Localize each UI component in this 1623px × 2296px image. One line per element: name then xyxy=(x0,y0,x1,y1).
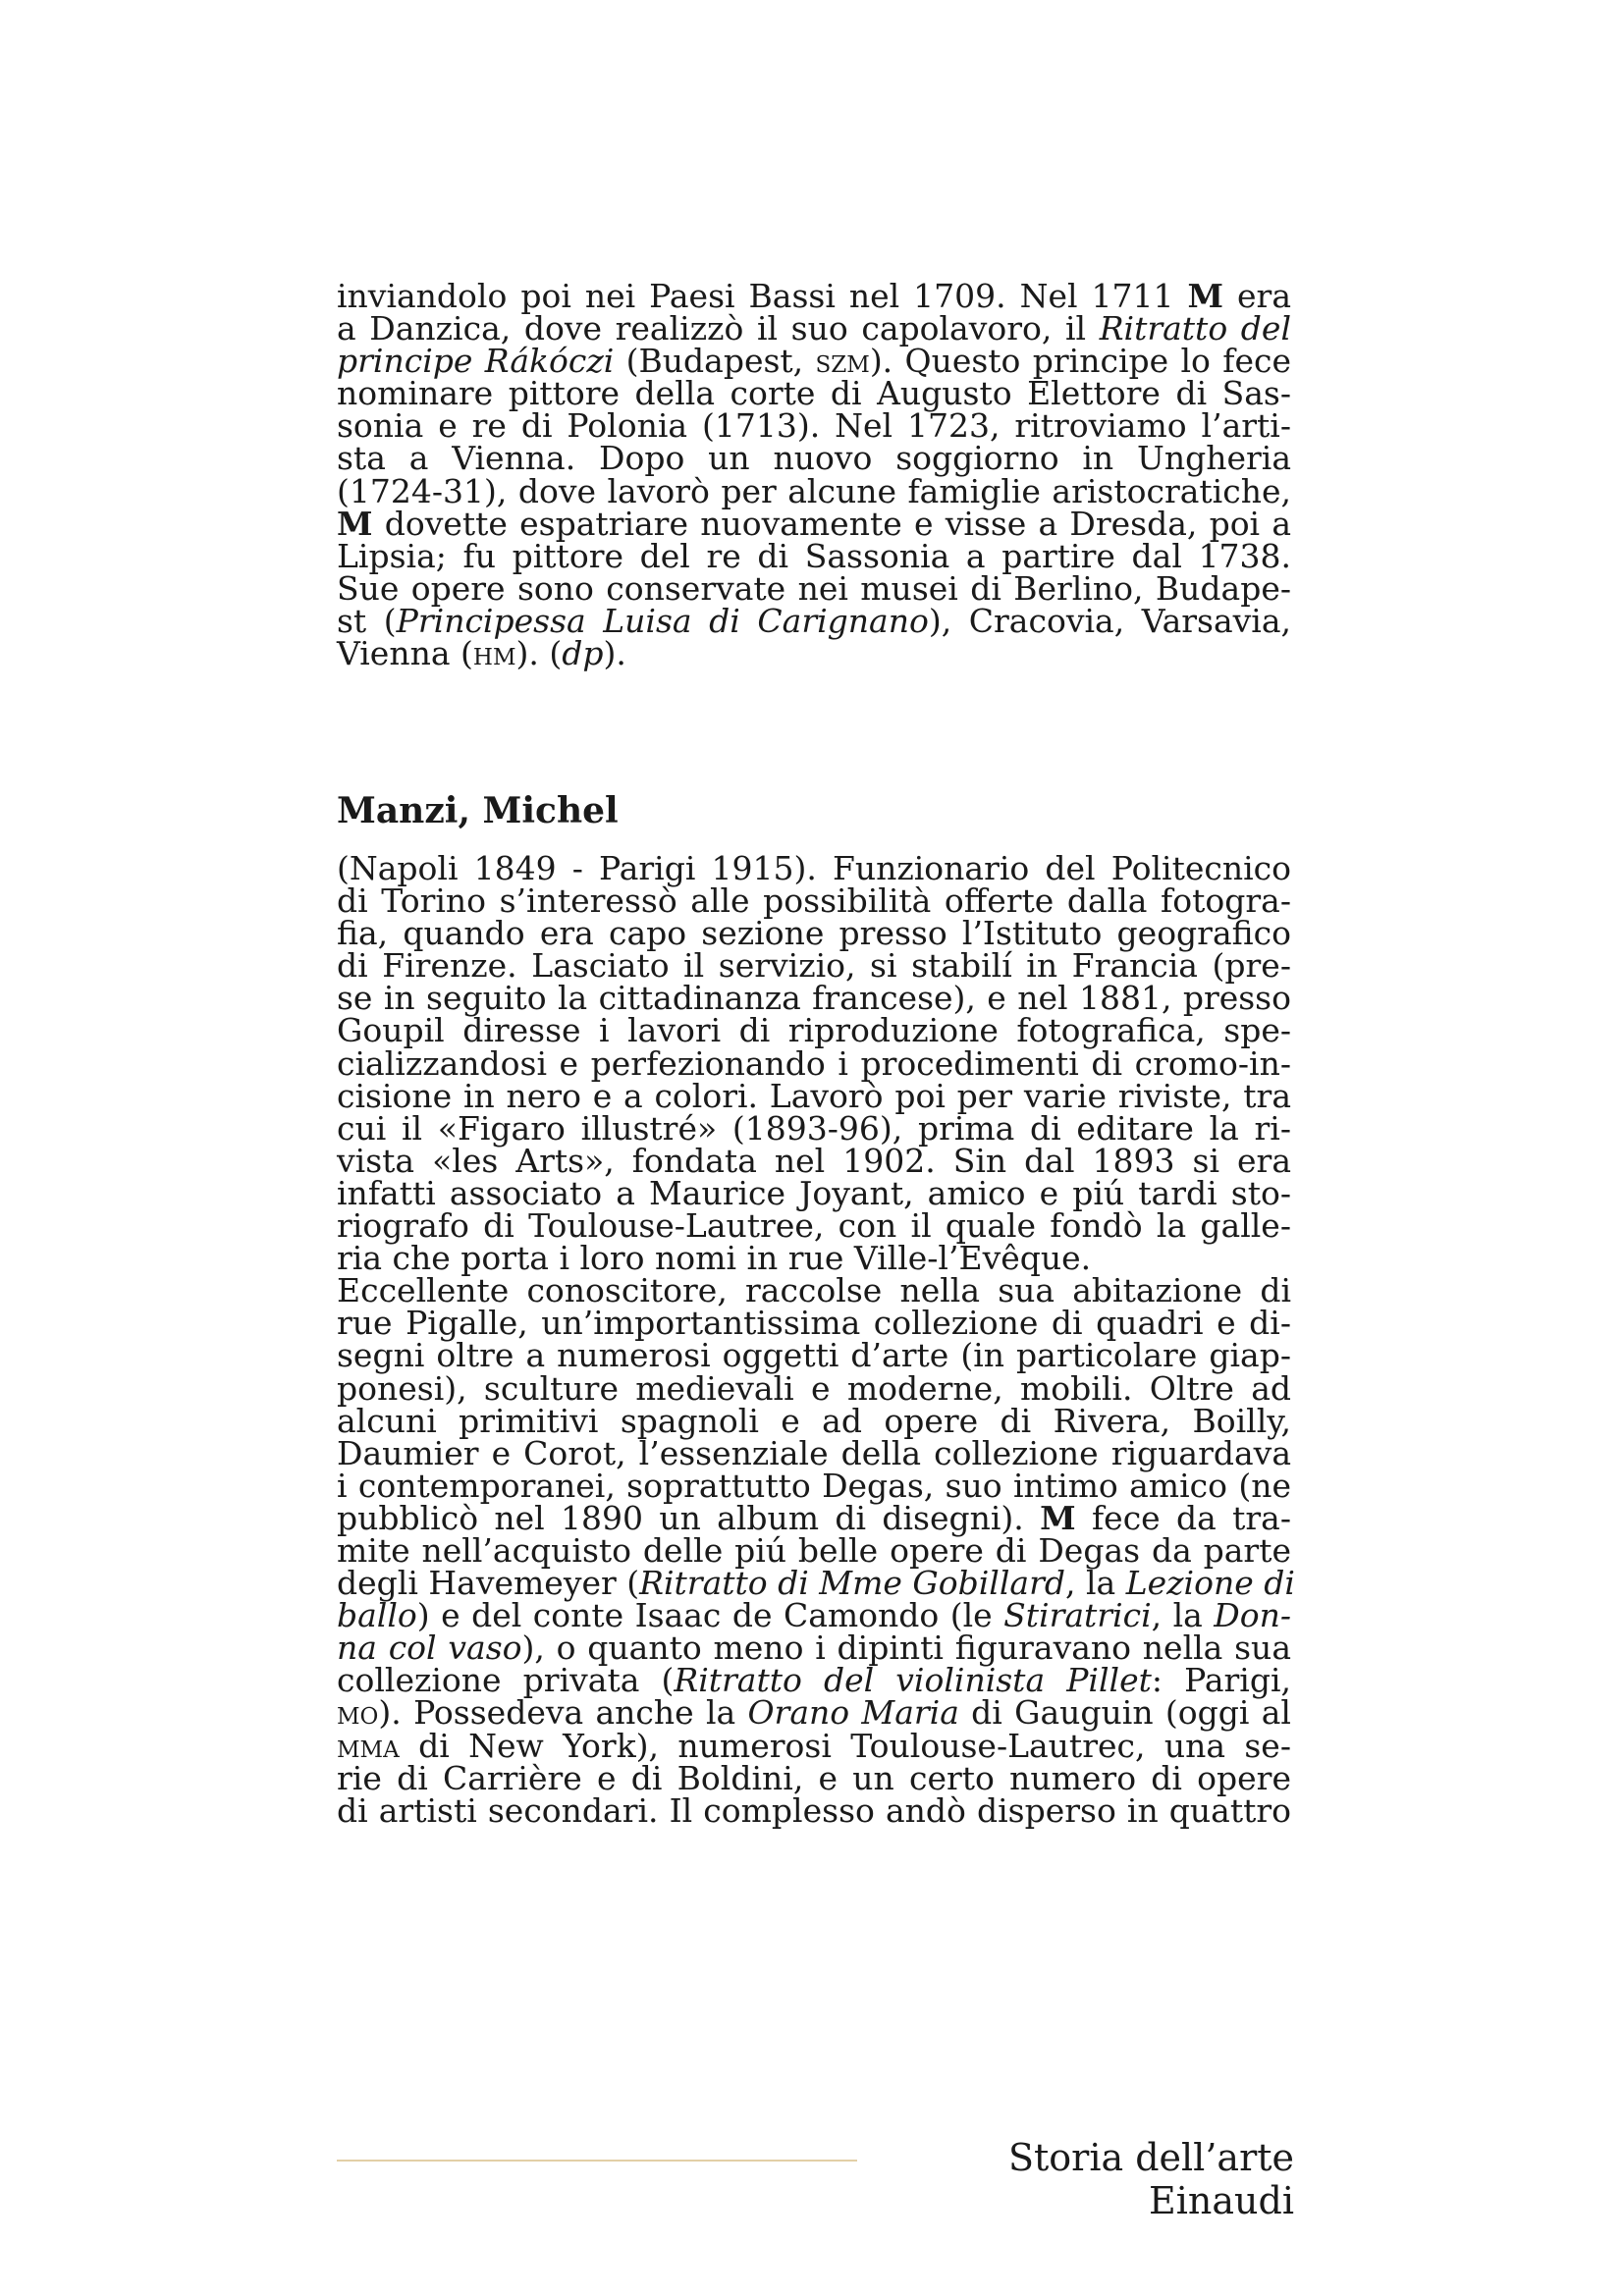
text-run: ) e del conte Isaac de Camondo (le xyxy=(416,1596,1004,1635)
text-run: riografo di Toulouse-Lautree, con il quale fondò la galle- xyxy=(337,1206,1291,1246)
text-line xyxy=(337,504,1291,543)
text-run: collezione privata ( xyxy=(337,1661,675,1700)
museum-abbrev: mma xyxy=(337,1726,400,1765)
text-run: (Budapest, xyxy=(614,342,816,381)
text-run: mite nell’acquisto delle piú belle opere di Degas da parte xyxy=(337,1530,1291,1570)
text-run: , la xyxy=(1151,1596,1215,1635)
text-run: fece da tra- xyxy=(1075,1498,1291,1537)
text-run: vista «les Arts», fondata nel 1902. Sin dal 1893 si era xyxy=(337,1141,1291,1180)
text-run: nominare pittore della corte di Augusto Elettore di Sas- xyxy=(337,374,1291,413)
text-run: di artisti secondari. Il complesso andò disperso in quattro xyxy=(337,1790,1291,1830)
text-run: cui il «Figaro illustré» (1893-96), prima di editare la ri- xyxy=(337,1108,1291,1148)
text-run: ), o quanto meno i dipinti figuravano nella sua xyxy=(521,1629,1291,1668)
text-run: rue Pigalle, un’importantissima collezione di quadri e di- xyxy=(337,1304,1291,1343)
artwork-title: Ritratto di Mme Gobillard xyxy=(639,1564,1065,1603)
text-line xyxy=(337,1239,1291,1278)
text-run: fia, quando era capo sezione presso l’Istituto geografico xyxy=(337,914,1291,953)
text-run: Sue opere sono conservate nei musei di Berlino, Budape- xyxy=(337,568,1291,608)
text-run: sonia e re di Polonia (1713). Nel 1723, ritroviamo l’arti- xyxy=(337,406,1291,446)
footer-publication-title: Storia dell’arte Einaudi xyxy=(1007,2136,1294,2222)
text-run: a Danzica, dove realizzò il suo capolavoro, il xyxy=(337,309,1100,348)
text-line xyxy=(337,309,1292,348)
text-line xyxy=(337,1693,1291,1733)
text-run: Lipsia; fu pittore del re di Sassonia a partire dal 1738. xyxy=(337,536,1291,575)
text-line xyxy=(337,1726,1291,1765)
artwork-title: Orano Maria xyxy=(747,1693,959,1733)
text-line xyxy=(337,277,1291,315)
text-line xyxy=(337,1498,1291,1537)
artwork-title: na col vaso xyxy=(337,1629,522,1668)
artwork-title: Ritratto del violinista Pillet xyxy=(674,1661,1152,1700)
text-line xyxy=(337,979,1291,1018)
text-line xyxy=(337,1790,1291,1830)
text-run: (1724-31), dove lavorò per alcune famiglie aristocratiche, xyxy=(337,471,1291,510)
artwork-title: principe Rákóczi xyxy=(337,342,615,381)
text-run: di Torino s’interessò alle possibilità offerte dalla fotogra- xyxy=(337,881,1291,921)
text-line xyxy=(337,849,1291,887)
text-line xyxy=(337,1108,1291,1148)
artwork-title: ballo xyxy=(337,1596,417,1635)
text-line xyxy=(337,439,1291,478)
text-run: ). Questo principe lo fece xyxy=(869,342,1292,381)
text-line xyxy=(337,946,1291,986)
text-line xyxy=(337,536,1291,575)
text-run: , la xyxy=(1065,1564,1126,1603)
text-line xyxy=(337,881,1291,921)
museum-abbrev: mo xyxy=(337,1693,379,1733)
text-line xyxy=(337,1076,1291,1115)
text-run: cializzandosi e perfezionando i procedimenti di cromo-in- xyxy=(337,1043,1291,1083)
text-line xyxy=(337,1271,1291,1310)
text-line xyxy=(337,1043,1291,1083)
text-line xyxy=(337,406,1291,446)
text-run: di Gauguin (oggi al xyxy=(958,1693,1291,1733)
text-run: di New York), numerosi Toulouse-Lautrec, una se- xyxy=(399,1726,1291,1765)
text-run: Goupil diresse i lavori di riproduzione fotografica, spe- xyxy=(337,1011,1291,1050)
text-run: alcuni primitivi spagnoli e ad opere di Rivera, Boilly, xyxy=(337,1401,1291,1440)
continuation-paragraph xyxy=(337,277,1292,673)
text-run: inviandolo poi nei Paesi Bassi nel 1709. Nel 1711 xyxy=(337,277,1188,315)
text-run: rie di Carrière e di Boldini, e un certo numero di opere xyxy=(337,1758,1291,1797)
text-run: Vienna ( xyxy=(337,634,473,673)
text-run: cisione in nero e a colori. Lavorò poi per varie riviste, tra xyxy=(337,1076,1291,1115)
text-run: se in seguito la cittadinanza francese), e nel 1881, presso xyxy=(337,979,1291,1018)
text-run: di Firenze. Lasciato il servizio, si stabilí in Francia (pre- xyxy=(337,946,1291,986)
artwork-title: Don- xyxy=(1214,1596,1291,1635)
text-run: degli Havemeyer ( xyxy=(337,1564,640,1603)
text-run: ). Possedeva anche la xyxy=(378,1693,748,1733)
text-line xyxy=(337,1173,1291,1212)
text-line xyxy=(337,471,1291,510)
footer-rule xyxy=(337,2160,857,2162)
text-run: segni oltre a numerosi oggetti d’arte (in particolare giap- xyxy=(337,1336,1291,1375)
text-run: ria che porta i loro nomi in rue Ville-l’Evêque. xyxy=(337,1239,1092,1278)
text-line xyxy=(337,1401,1291,1440)
museum-abbrev: szm xyxy=(815,342,870,381)
text-line xyxy=(337,1206,1291,1246)
text-run: Eccellente conoscitore, raccolse nella sua abitazione di xyxy=(337,1271,1291,1310)
text-line xyxy=(337,1596,1291,1635)
bold-abbrev: M xyxy=(337,504,373,543)
text-line xyxy=(337,1141,1291,1180)
museum-abbrev: hm xyxy=(472,634,516,673)
text-run: i contemporanei, soprattutto Degas, suo intimo amico (ne xyxy=(337,1466,1291,1505)
artwork-title: Stiratrici xyxy=(1003,1596,1152,1635)
text-line xyxy=(337,1304,1291,1343)
text-line xyxy=(337,1433,1291,1472)
text-run: ). xyxy=(603,634,626,673)
text-line xyxy=(337,601,1291,640)
text-run: ), Cracovia, Varsavia, xyxy=(928,601,1291,640)
text-line xyxy=(337,1661,1291,1700)
text-line xyxy=(337,342,1292,381)
text-line xyxy=(337,914,1291,953)
text-run: era xyxy=(1223,277,1291,315)
text-line xyxy=(337,1564,1295,1603)
text-line xyxy=(337,1011,1291,1050)
bold-abbrev: M xyxy=(1187,277,1224,315)
text-run: Daumier e Corot, l’essenziale della collezione riguardava xyxy=(337,1433,1291,1472)
text-line xyxy=(337,1629,1291,1668)
text-line xyxy=(337,1758,1291,1797)
text-run: pubblicò nel 1890 un album di disegni). xyxy=(337,1498,1041,1537)
text-run: ponesi), sculture medievali e moderne, mobili. Oltre ad xyxy=(337,1368,1291,1408)
text-line xyxy=(337,568,1291,608)
text-line xyxy=(337,1336,1291,1375)
text-run: ). ( xyxy=(515,634,563,673)
text-run: sta a Vienna. Dopo un nuovo soggiorno in Ungheria xyxy=(337,439,1291,478)
text-run: dovette espatriare nuovamente e visse a Dresda, poi a xyxy=(372,504,1291,543)
text-line xyxy=(337,374,1291,413)
text-line xyxy=(337,634,1291,673)
artwork-title: Ritratto del xyxy=(1099,309,1292,348)
text-run: st ( xyxy=(337,601,397,640)
text-run: (Napoli 1849 - Parigi 1915). Funzionario del Politecnico xyxy=(337,849,1291,887)
entry-body xyxy=(337,849,1295,1830)
text-run: : Parigi, xyxy=(1151,1661,1291,1700)
artwork-title: Principessa Luisa di Carignano xyxy=(396,601,929,640)
text-line xyxy=(337,1530,1291,1570)
artwork-title: Lezione di xyxy=(1125,1564,1295,1603)
text-run: infatti associato a Maurice Joyant, amico e piú tardi sto- xyxy=(337,1173,1291,1212)
entry-title: Manzi, Michel xyxy=(337,790,619,831)
text-line xyxy=(337,1466,1291,1505)
artwork-title: dp xyxy=(562,634,604,673)
bold-abbrev: M xyxy=(1040,1498,1076,1537)
text-line xyxy=(337,1368,1291,1408)
